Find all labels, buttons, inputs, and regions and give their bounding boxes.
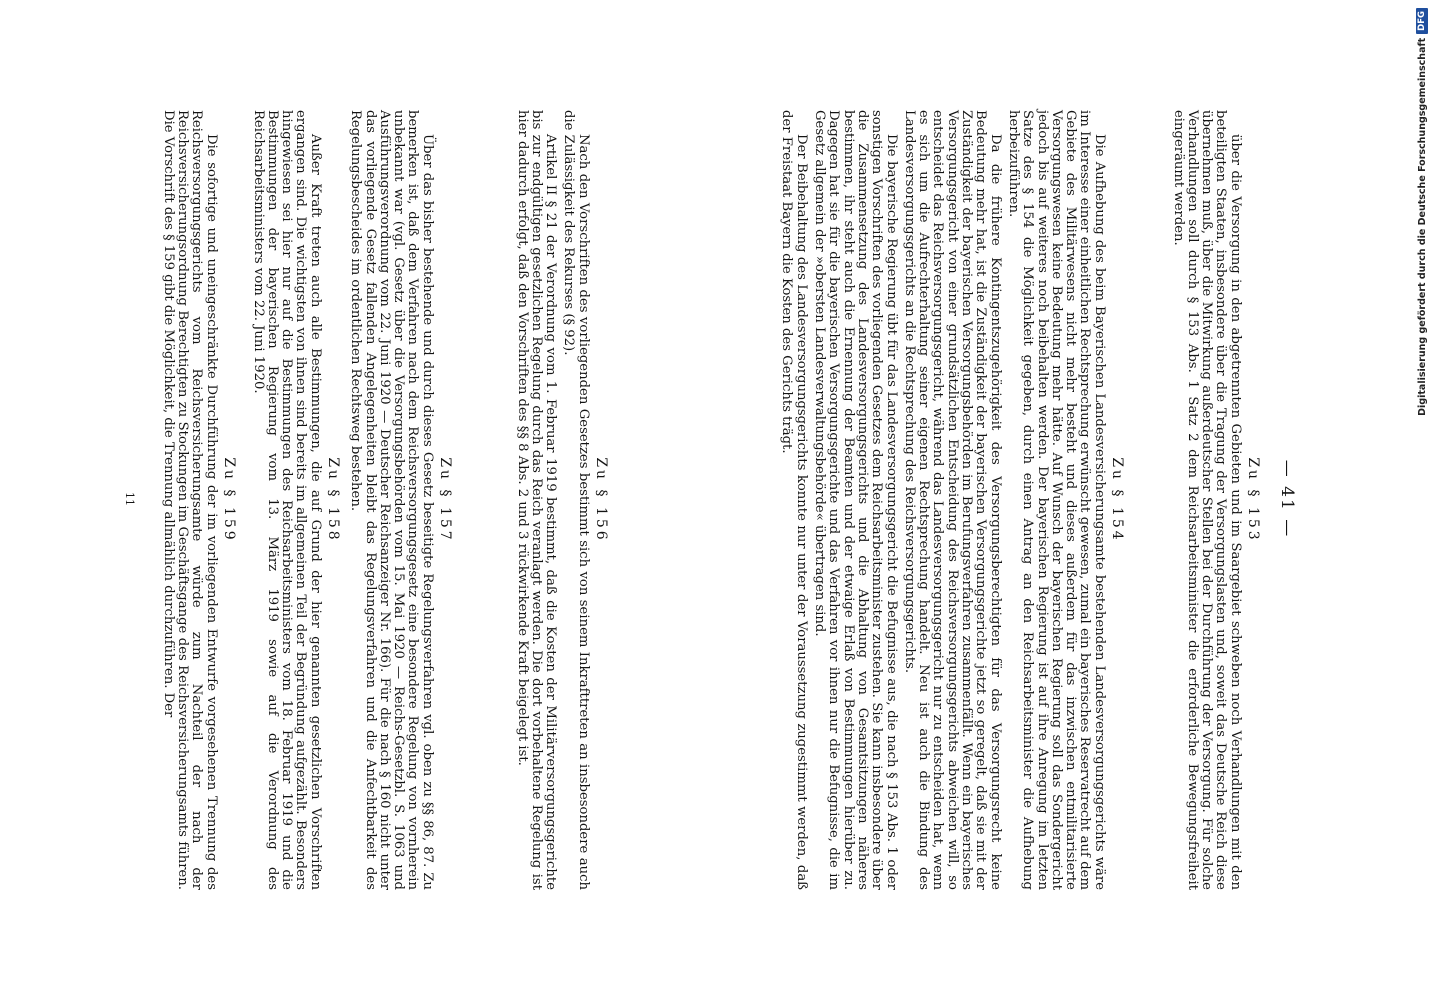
paragraph: Der Beibehaltung des Landesversorgungsgerichts konnte nur unter der Voraussetzung zugestimmt werden, daß der Freistaat Bayern die Kosten des Gerichts trägt. bbox=[779, 110, 809, 890]
paragraph: über die Versorgung in den abgetrennten Gebieten und im Saargebiet schweben noch Verhandlungen mit den beteiligten Staaten, insbesondere über die Tragung der Versorgungslasten und, soweit das Deutsche Reich diese übernehmen muß, über die Mitwirkung außerdeutscher Stellen bei der Durchführung der Versorgung. Für solche Verhandlungen soll durch § 153 Abs. 1 Satz 2 dem Reichsarbeitsminister die erforderliche Bewegungsfreiheit eingeräumt werden. bbox=[1170, 110, 1243, 890]
section-heading: Zu § 153 bbox=[1245, 457, 1261, 543]
credit-text: Digitalisierung gefördert durch die Deutsche Forschungsgemeinschaft bbox=[1416, 37, 1428, 416]
paragraph: Da die frühere Kontingentszugehörigkeit des Versorgungsberechtigten für das Versorgungsrecht keine Bedeutung mehr hat, ist die Zuständigkeit der bayerischen Versorgungsgerichte jetzt so geregelt, daß sie mit der Zuständigkeit der bayerischen Versorgungsbehörden im Berufungsverfahren zusammenfällt. Wenn ein bayerisches Versorgungsgericht von einer grundsätzlichen Entscheidung des Reichsversorgungsgerichts abweichen will, so entscheidet das Reichsversorgungsgericht, während das Landesversorgungsgericht nur zu entscheiden hat, wenn es sich um die Aufrechterhaltung seiner eigenen Rechtsprechung handelt. Neu ist auch die Bindung des Landesversorgungsgerichts an die Rechtsprechung des Reichsversorgungsgerichts. bbox=[901, 110, 1003, 890]
section-heading: Zu § 158 bbox=[325, 457, 341, 543]
section-159 bbox=[161, 110, 236, 890]
dfg-logo: DFG bbox=[1416, 8, 1428, 34]
section-heading: Zu § 156 bbox=[593, 457, 609, 543]
section-154 bbox=[779, 110, 1124, 890]
section-intro bbox=[1170, 110, 1260, 890]
paragraph: Die bayerische Regierung übt für das Landesversorgungsgericht die Befugnisse aus, die nach § 153 Abs. 1 oder sonstigen Vorschriften des vorliegenden Gesetzes dem Reichsarbeitsminister zustehen. Sie kann insbesondere über die Zusammensetzung des Landesversorgungsgerichts und die Abhaltung von Gesamtsitzungen näheres bestimmen, ihr steht auch die Ernennung der Beamten und der etwaige Erlaß von Bestimmungen hierüber zu. Dagegen hat sie für die bayerischen Versorgungsgerichte und das Verfahren vor ihnen nur die Befugnisse, die im Gesetz allgemein der »obersten Landesverwaltungsbehörde« übertragen sind. bbox=[812, 110, 899, 890]
paragraph: Außer Kraft treten auch alle Bestimmungen, die auf Grund der hier genannten gesetzlichen Vorschriften ergangen sind. Die wichtigsten von ihnen sind bereits im allgemeinen Teil der Begründung aufgezählt. Besonders hingewiesen sei hier nur auf die Bestimmungen des Reichsarbeitsministers vom 18. Februar 1919 und die Bestimmungen der bayerischen Regierung vom 13. März 1919 sowie auf die Verordnung des Reichsarbeitsministers vom 22. Juni 1920. bbox=[250, 110, 323, 890]
paragraph: Die sofortige und uneingeschränkte Durchführung der im vorliegenden Entwurfe vorgesehenen Trennung des Reichsversorgungsgerichts vom Reichsversicherungsamte würde zum Nachteil der nach der Reichsversicherungsordnung Berechtigten zu Stockungen im Geschäftsgange des Reichsversicherungsamts führen. Die Vorschrift des § 159 gibt die Möglichkeit, die Trennung allmählich durchzuführen. Der bbox=[160, 110, 219, 890]
section-heading: Zu § 154 bbox=[1109, 457, 1125, 543]
digitization-credit bbox=[1416, 8, 1428, 968]
page-number: — 41 — bbox=[1277, 459, 1297, 539]
paragraph: Artikel II § 21 der Verordnung vom 1. Februar 1919 bestimmt, daß die Kosten der Militärversorgungsgerichte bis zur endgültigen gesetzlichen Regelung durch das Reich veranlagt werden. Die dort vorbehaltene Regelung ist hier dadurch erfolgt, daß den Vorschriften des §§ 8 Abs. 2 und 3 rückwirkende Kraft beigelegt ist. bbox=[514, 110, 559, 890]
section-158 bbox=[250, 110, 340, 890]
section-156 bbox=[514, 110, 608, 890]
rotated-document-page bbox=[112, 84, 1302, 914]
footer-page-number: 11 bbox=[123, 492, 136, 506]
paragraph: Die Aufhebung des beim Bayerischen Landesversicherungsamte bestehenden Landesversorgungsgerichts wäre im Interesse einer einheitlichen Rechtsprechung erwünscht gewesen, zumal ein bayerisches Reservatrecht auf dem Gebiete des Militärwesens nicht mehr besteht und dieses außerdem für das inzwischen entmilitarisierte Versorgungswesen keine Bedeutung mehr hätte. Auf Wunsch der bayerischen Regierung soll das Sondergericht jedoch bis auf weiteres noch beibehalten werden. Der bayerischen Regierung ist auf ihre Anregung im letzten Satze des § 154 die Möglichkeit gegeben, durch einen Antrag an den Reichsarbeitsminister die Aufhebung herbeizuführen. bbox=[1005, 110, 1107, 890]
paragraph: Über das bisher bestehende und durch dieses Gesetz beseitigte Regelungsverfahren vgl. oben zu §§ 86, 87. Zu bemerken ist, daß dem Verfahren nach dem Reichsversorgungsgesetz eine besondere Regelung von vornherein unbekannt war (vgl. Gesetz über die Versorgungsbehörden vom 15. Mai 1920 — Reichs-Gesetzbl. S. 1063 und Ausführungsverordnung vom 22. Juni 1920 — Deutscher Reichsanzeiger Nr. 166). Für die nach § 160 nicht unter das vorliegende Gesetz fallenden Angelegenheiten bleibt das Regelungsverfahren und die Anfechtbarkeit des Regelungsbescheides im ordentlichen Rechtsweg bestehen. bbox=[348, 110, 435, 890]
section-157 bbox=[348, 110, 452, 890]
section-heading: Zu § 157 bbox=[437, 457, 453, 543]
section-heading: Zu § 159 bbox=[221, 457, 237, 543]
paragraph: Nach den Vorschriften des vorliegenden Gesetzes bestimmt sich von seinem Inkrafttreten an insbesondere auch die Zulässigkeit des Rekurses (§ 92). bbox=[561, 110, 591, 890]
